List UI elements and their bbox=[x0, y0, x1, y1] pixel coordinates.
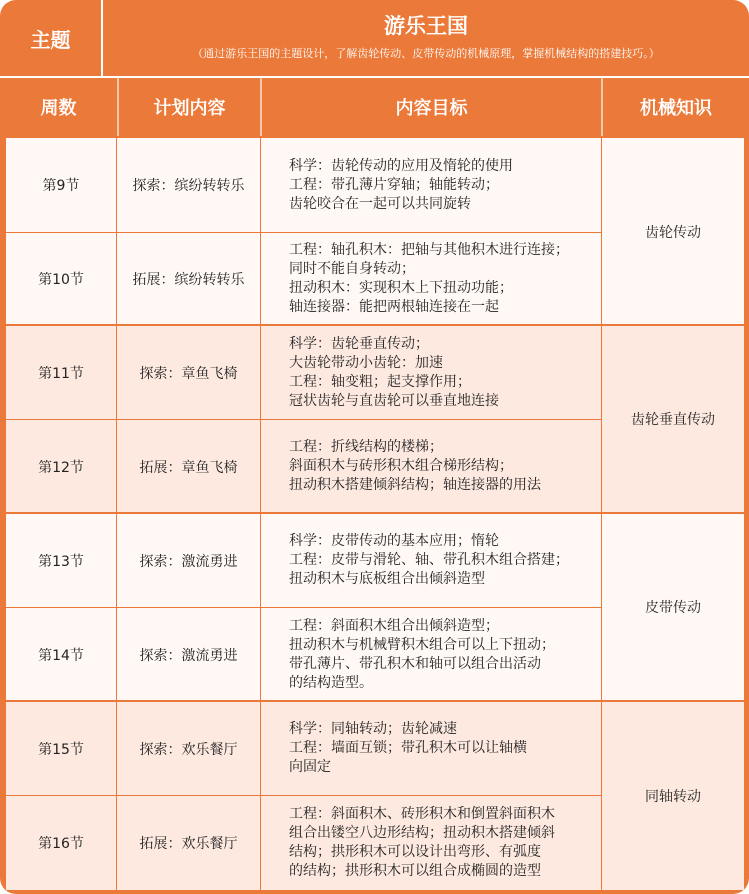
goal-line: 向固定 bbox=[289, 759, 331, 775]
table-row-week: 第16节 bbox=[38, 836, 84, 852]
goal-line: 科学：同轴转动；齿轮减速 bbox=[289, 721, 457, 737]
knowledge-cell: 皮带传动 bbox=[645, 600, 701, 616]
goal-line: 大齿轮带动小齿轮：加速 bbox=[289, 354, 443, 371]
table-body bbox=[6, 138, 744, 890]
theme-label: 主题 bbox=[30, 27, 71, 52]
goal-line: 科学：齿轮垂直传动； bbox=[289, 335, 429, 352]
goal-line: 轴连接器：能把两根轴连接在一起 bbox=[289, 299, 499, 315]
table-row-week: 第11节 bbox=[38, 365, 84, 382]
knowledge-cell: 齿轮垂直传动 bbox=[631, 412, 715, 428]
goal-line: 带孔薄片、带孔积木和轴可以组合出活动 bbox=[289, 655, 541, 672]
table-row-goals bbox=[289, 326, 599, 419]
table-row-plan: 探索：欢乐餐厅 bbox=[139, 741, 238, 758]
table-row-goals bbox=[289, 702, 599, 795]
table-row-week: 第9节 bbox=[42, 178, 80, 194]
goal-line: 斜面积木与砖形积木组合梯形结构； bbox=[289, 458, 513, 474]
column-divider bbox=[260, 138, 261, 890]
goal-line: 科学：皮带传动的基本应用；惰轮 bbox=[289, 533, 499, 549]
goal-line: 齿轮咬合在一起可以共同旋转 bbox=[289, 195, 471, 212]
table-row-week: 第12节 bbox=[38, 459, 84, 476]
table-row-week: 第10节 bbox=[38, 272, 84, 288]
table-row-goals bbox=[289, 514, 599, 607]
table-row-plan: 拓展：欢乐餐厅 bbox=[139, 836, 238, 852]
column-divider bbox=[601, 138, 602, 890]
table-row-week: 第14节 bbox=[38, 647, 84, 664]
table-row-goals bbox=[289, 608, 599, 701]
table-row-goals bbox=[289, 233, 599, 325]
goal-line: 工程：轴孔积木：把轴与其他积木进行连接； bbox=[289, 242, 569, 258]
table-row-goals bbox=[289, 420, 599, 513]
goal-line: 同时不能自身转动； bbox=[289, 261, 415, 277]
table-row-plan: 探索：激流勇进 bbox=[139, 553, 238, 570]
theme-subtitle: （通过游乐王国的主题设计，了解齿轮传动、皮带传动的机械原理，掌握机械结构的搭建技巧。） bbox=[192, 47, 660, 60]
column-divider bbox=[116, 138, 117, 890]
table-row-plan: 探索：章鱼飞椅 bbox=[139, 365, 238, 382]
column-header-plan: 计划内容 bbox=[153, 98, 226, 119]
column-header-week: 周数 bbox=[40, 98, 77, 119]
goal-line: 工程：墙面互锁；带孔积木可以让轴横 bbox=[289, 740, 527, 756]
column-header-knowledge: 机械知识 bbox=[640, 98, 712, 119]
goal-line: 结构；拱形积木可以设计出弯形、有弧度 bbox=[289, 844, 541, 860]
table-row-week: 第15节 bbox=[38, 741, 84, 758]
goal-line: 工程：折线结构的楼梯； bbox=[289, 439, 443, 455]
goal-line: 工程：轴变粗；起支撑作用； bbox=[289, 373, 471, 390]
knowledge-cell: 同轴转动 bbox=[645, 788, 701, 805]
goal-line: 组合出镂空八边形结构；扭动积木搭建倾斜 bbox=[289, 825, 555, 841]
goal-line: 扭动积木与机械臂积木组合可以上下扭动； bbox=[289, 636, 555, 653]
goal-line: 冠状齿轮与直齿轮可以垂直地连接 bbox=[289, 392, 499, 409]
goal-line: 科学：齿轮传动的应用及惰轮的使用 bbox=[289, 157, 513, 174]
goal-line: 扭动积木：实现积木上下扭动功能； bbox=[289, 280, 513, 296]
table-row-plan: 拓展：缤纷转转乐 bbox=[132, 272, 245, 288]
goal-line: 工程：斜面积木、砖形积木和倒置斜面积木 bbox=[289, 806, 555, 822]
goal-line: 工程：带孔薄片穿轴；轴能转动； bbox=[289, 176, 499, 193]
table-row-goals bbox=[289, 796, 599, 890]
goal-line: 的结构造型。 bbox=[289, 674, 373, 691]
table-row-plan: 拓展：章鱼飞椅 bbox=[139, 459, 238, 476]
column-header-goals: 内容目标 bbox=[395, 98, 468, 119]
table-row-goals bbox=[289, 138, 599, 232]
table-row-plan: 探索：缤纷转转乐 bbox=[132, 178, 245, 194]
theme-title: 游乐王国 bbox=[384, 14, 468, 38]
knowledge-cell: 齿轮传动 bbox=[645, 224, 701, 241]
goal-line: 扭动积木与底板组合出倾斜造型 bbox=[289, 571, 485, 587]
goal-line: 的结构；拱形积木可以组合成椭圆的造型 bbox=[289, 863, 541, 879]
goal-line: 工程：皮带与滑轮、轴、带孔积木组合搭建； bbox=[289, 552, 569, 568]
goal-line: 工程：斜面积木组合出倾斜造型； bbox=[289, 617, 499, 634]
table-row-week: 第13节 bbox=[38, 553, 84, 570]
table-row-plan: 探索：激流勇进 bbox=[139, 647, 238, 664]
goal-line: 扭动积木搭建倾斜结构；轴连接器的用法 bbox=[289, 477, 541, 493]
